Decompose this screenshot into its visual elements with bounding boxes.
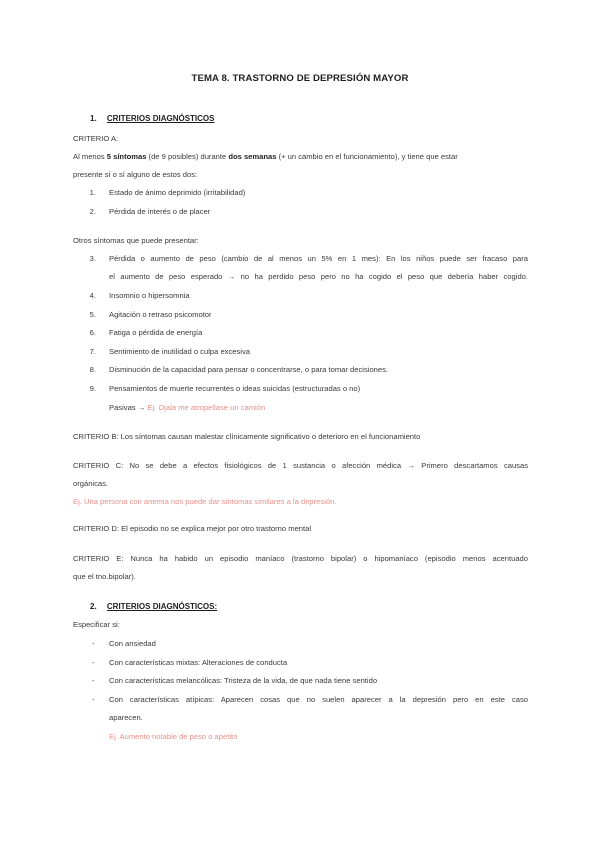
list-item: Agitación o retraso psicomotor xyxy=(109,310,212,319)
section-1-title: CRITERIOS DIAGNÓSTICOS xyxy=(106,114,215,123)
specifier-item: Con características melancólicas: Tristeza de la vida, de que nada tiene sentido xyxy=(109,676,378,685)
criterio-c-example: Ej. Una persona con anemia nos puede dar síntomas similares a la depresión. xyxy=(73,497,337,506)
criterio-b: CRITERIO B: Los síntomas causan malestar clínicamente significativo o deterioro en el funcionamiento xyxy=(73,432,421,441)
pasivas-label: Pasivas → xyxy=(109,403,148,412)
list-item: Disminución de la capacidad para pensar o concentrarse, o para tomar decisiones. xyxy=(109,365,389,374)
pasivas-line xyxy=(109,403,265,413)
list-item-3-line-1: Pérdida o aumento de peso (cambio de al menos un 5% en 1 mes): En los niños puede ser fracaso para xyxy=(109,254,528,263)
bullet-dash: - xyxy=(92,639,95,648)
list-item: Estado de ánimo deprimido (irritabilidad) xyxy=(109,188,246,197)
list-item-number: 4. xyxy=(89,291,96,300)
criterio-e-line-1: CRITERIO E: Nunca ha habido un episodio maníaco (trastorno bipolar) o hipomaníaco (episodio menos acentuado xyxy=(73,554,528,563)
list-item: Pérdida de interés o de placer xyxy=(109,207,211,216)
list-item: Pensamientos de muerte recurrentes o ideas suicidas (estructuradas o no) xyxy=(109,384,361,393)
list-item-number: 3. xyxy=(89,254,96,263)
section-2-title: CRITERIOS DIAGNÓSTICOS: xyxy=(106,602,218,611)
section-2-heading xyxy=(90,602,217,612)
specifier-item: Con ansiedad xyxy=(109,639,156,648)
criterio-a-intro-line-2: presente sí o sí alguno de estos dos: xyxy=(73,170,198,179)
list-item-number: 2. xyxy=(89,207,96,216)
list-item-number: 8. xyxy=(89,365,96,374)
bullet-dash: - xyxy=(92,695,95,704)
criterio-d: CRITERIO D: El episodio no se explica mejor por otro trastorno mental xyxy=(73,524,312,533)
section-2-number: 2. xyxy=(90,602,97,611)
bullet-dash: - xyxy=(92,658,95,667)
list-item-number: 5. xyxy=(89,310,96,319)
list-item-number: 6. xyxy=(89,328,96,337)
section-1-number: 1. xyxy=(90,114,97,123)
specifier-atipicas-line-2: aparecen. xyxy=(109,713,143,722)
pasivas-example: Ej. Ojala me atropellase un camión xyxy=(147,403,266,412)
bold-two-weeks: dos semanas xyxy=(228,152,277,161)
list-item-number: 9. xyxy=(89,384,96,393)
list-item: Sentimiento de inutilidad o culpa excesiva xyxy=(109,347,250,356)
criterio-a-label: CRITERIO A: xyxy=(73,134,119,143)
list-item-3-line-2: el aumento de peso esperado → no ha perdido peso pero no ha cogido el peso que debería haber cogido. xyxy=(109,272,528,281)
criterio-a-intro-line-1: Al menos 5 síntomas (de 9 posibles) durante dos semanas (+ un cambio en el funcionamiento), y tiene que estar xyxy=(73,152,458,161)
criterio-c-line-2: orgánicas. xyxy=(73,479,109,488)
specifier-atipicas-example: Ej. Aumento notable de peso o apetito xyxy=(109,732,238,741)
list-item-number: 7. xyxy=(89,347,96,356)
list-item-number: 1. xyxy=(89,188,96,197)
criterio-e-line-2: que el tno.bipolar). xyxy=(73,572,136,581)
criterio-c-line-1: CRITERIO C: No se debe a efectos fisiológicos de 1 sustancia o afección médica → Primero descartamos causas xyxy=(73,461,528,470)
section-1-heading xyxy=(90,114,214,124)
bullet-dash: - xyxy=(92,676,95,685)
otros-sintomas-label: Otros síntomas que puede presentar: xyxy=(73,236,199,245)
especificar-label: Especificar si: xyxy=(73,620,120,629)
page-title: TEMA 8. TRASTORNO DE DEPRESIÓN MAYOR xyxy=(191,73,409,84)
specifier-item: Con características mixtas: Alteraciones de conducta xyxy=(109,658,288,667)
bold-five-symptoms: 5 síntomas xyxy=(106,152,147,161)
specifier-atipicas-line-1: Con características atípicas: Aparecen cosas que no suelen aparecer a la depresión pero en este caso xyxy=(109,695,528,704)
list-item: Insomnio o hipersomnia xyxy=(109,291,190,300)
list-item: Fatiga o pérdida de energía xyxy=(109,328,203,337)
